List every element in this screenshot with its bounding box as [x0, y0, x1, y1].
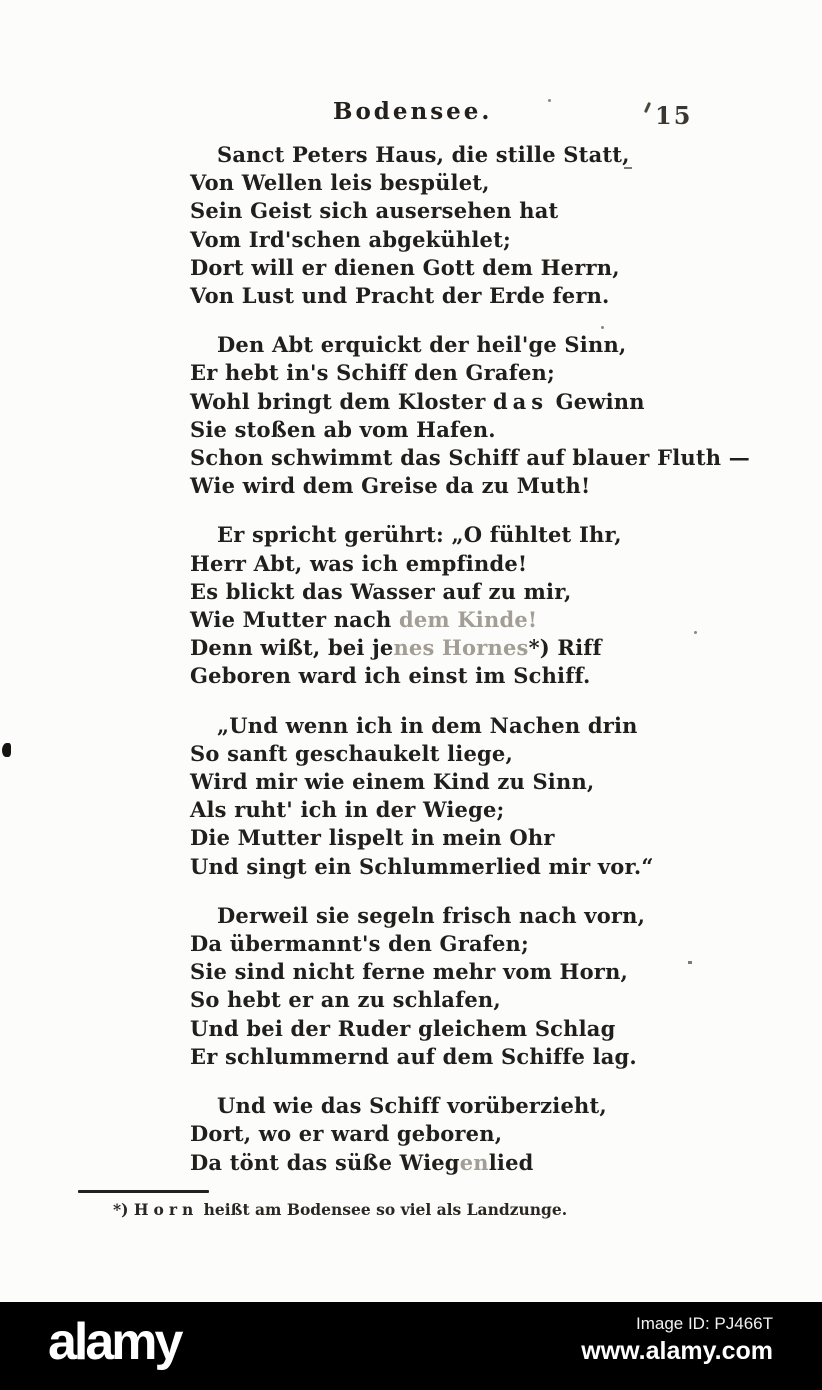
watermark-url: www.alamy.com: [581, 1337, 773, 1365]
page-number: 15: [655, 101, 693, 130]
stanza: [190, 331, 750, 500]
watermark-image-id: Image ID: PJ466T: [635, 1314, 773, 1333]
stanza: [190, 902, 710, 1071]
poem-line: Und bei der Ruder gleichem Schlag: [190, 1015, 616, 1041]
scan-speck: [694, 631, 697, 634]
scan-stray-mark: [644, 102, 651, 113]
footnote: *) Horn heißt am Bodensee so viel als Landzunge.: [113, 1200, 568, 1219]
poem-line: Und singt ein Schlummerlied mir vor.“: [190, 853, 654, 879]
poem-line: Geboren ward ich einst im Schiff.: [190, 663, 591, 689]
poem-line: Wohl bringt dem Kloster das Gewinn: [190, 388, 645, 414]
poem-line: Es blickt das Wasser auf zu mir,: [190, 578, 572, 604]
poem-line: Wird mir wie einem Kind zu Sinn,: [190, 769, 595, 795]
poem-line: Wie wird dem Greise da zu Muth!: [190, 473, 591, 499]
scan-speck: [601, 326, 604, 329]
poem-line: Von Wellen leis bespület,: [190, 170, 490, 196]
poem-line: Wie Mutter nach dem Kinde!: [190, 607, 538, 633]
poem-line: Als ruht' ich in der Wiege;: [190, 797, 505, 823]
poem-line: So hebt er an zu schlafen,: [190, 987, 501, 1013]
poem-line: Sie stoßen ab vom Hafen.: [190, 416, 496, 442]
poem-line: Sanct Peters Haus, die stille Statt,: [217, 142, 630, 167]
poem-line: „Und wenn ich in dem Nachen drin: [217, 712, 638, 738]
poem-line: Er schlummernd auf dem Schiffe lag.: [190, 1043, 637, 1069]
poem-line: Den Abt erquickt der heil'ge Sinn,: [217, 332, 627, 358]
scan-speck: [688, 961, 692, 964]
scan-speck: [548, 99, 551, 102]
poem-line: Er hebt in's Schiff den Grafen;: [190, 360, 555, 386]
footnote-separator: [78, 1190, 209, 1193]
poem-line: Da übermannt's den Grafen;: [190, 931, 529, 957]
poem-line: Schon schwimmt das Schiff auf blauer Fluth —: [190, 445, 750, 471]
poem-line: Da tönt das süße Wiegenlied: [190, 1149, 534, 1175]
watermark-info: [581, 1314, 773, 1366]
stanza: [190, 521, 710, 690]
poem-line: Und wie das Schiff vorüberzieht,: [217, 1093, 607, 1119]
poem-line: Vom Ird'schen abgekühlet;: [190, 226, 511, 252]
poem-line: Die Mutter lispelt in mein Ohr: [190, 825, 555, 851]
stanza: [190, 1092, 710, 1177]
poem-line: Herr Abt, was ich empfinde!: [190, 550, 528, 576]
poem-line: Von Lust und Pracht der Erde fern.: [190, 283, 610, 309]
poem-line: Er spricht gerührt: „O fühltet Ihr,: [217, 522, 622, 548]
scan-ink-blob: [2, 743, 11, 757]
poem-line: Sie sind nicht ferne mehr vom Horn,: [190, 959, 629, 985]
stanza: [190, 712, 710, 881]
alamy-logo: alamy: [48, 1313, 181, 1371]
alamy-watermark-bar: [0, 1302, 822, 1390]
scan-speck: [624, 167, 632, 169]
poem-line: Sein Geist sich ausersehen hat: [190, 198, 559, 224]
stanza: [190, 141, 710, 310]
poem: [190, 141, 750, 1198]
poem-line: Derweil sie segeln frisch nach vorn,: [217, 902, 646, 928]
poem-line: Dort, wo er ward geboren,: [190, 1121, 503, 1147]
poem-line: So sanft geschaukelt liege,: [190, 740, 513, 766]
poem-line: Denn wißt, bei jenes Hornes*) Riff: [190, 635, 602, 661]
poem-line: Dort will er dienen Gott dem Herrn,: [190, 254, 620, 280]
page-title: Bodensee.: [333, 98, 493, 125]
